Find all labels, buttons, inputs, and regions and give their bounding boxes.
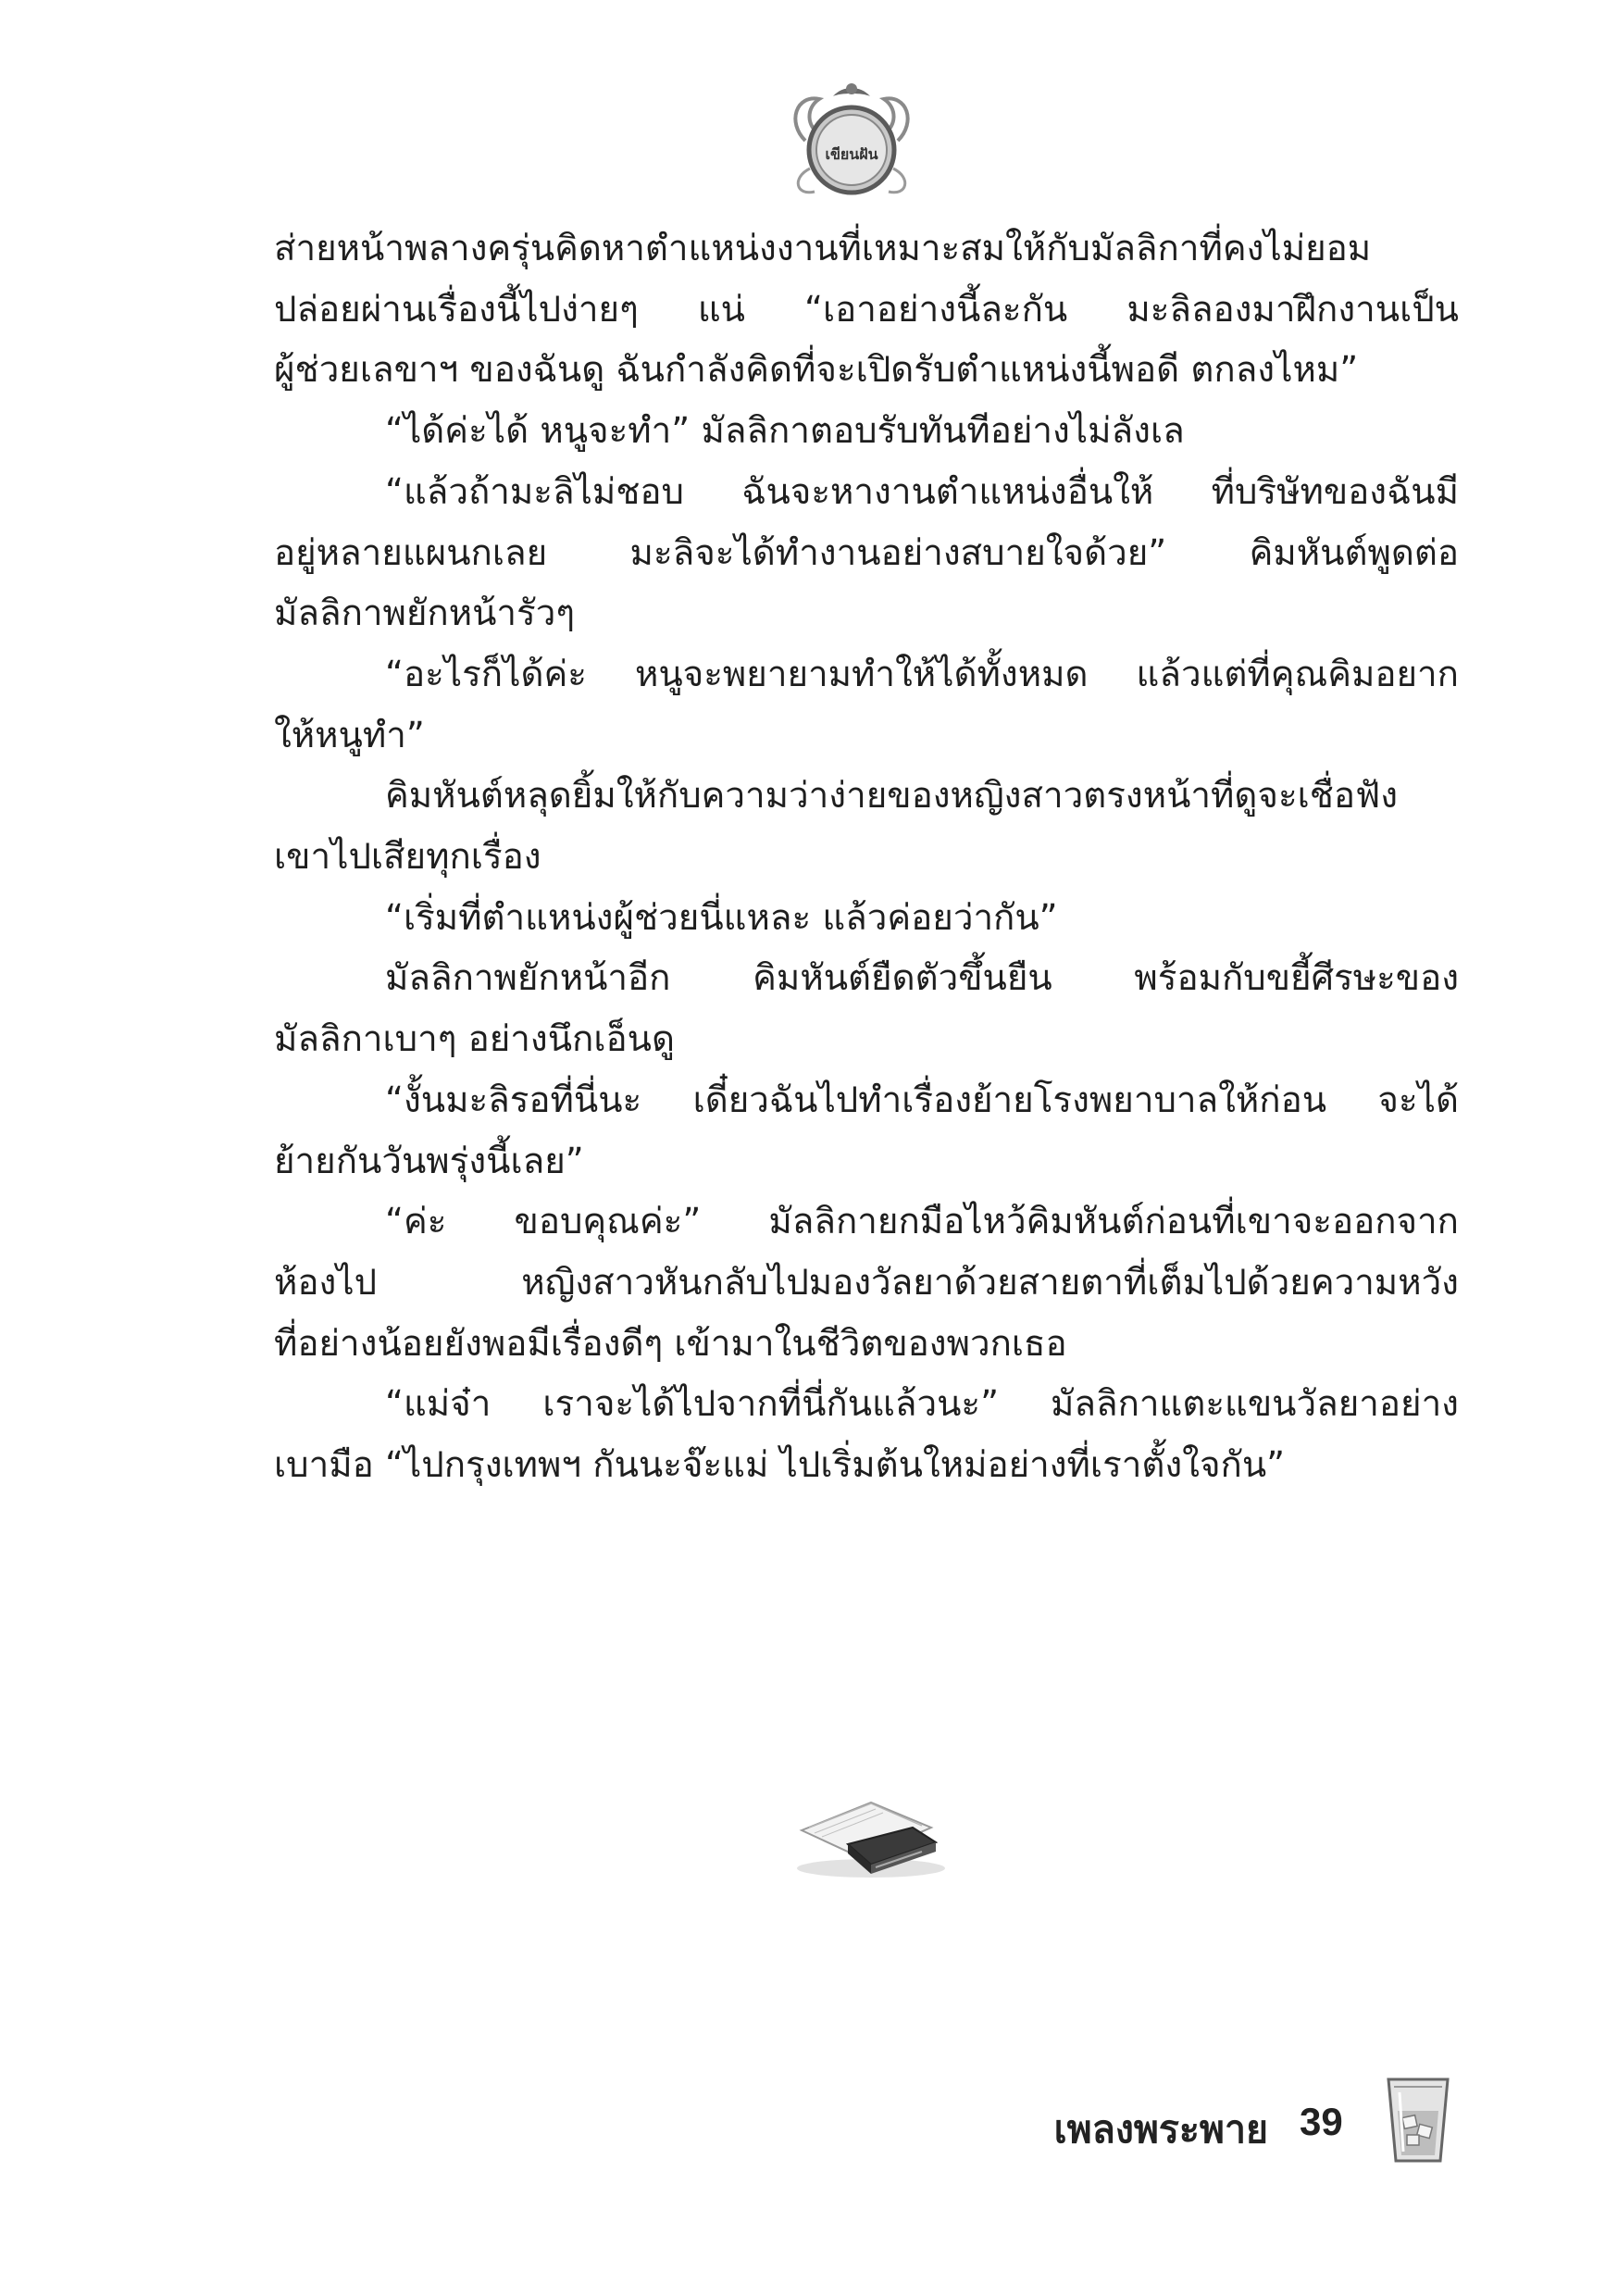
text-line: อยู่หลายแผนกเลย มะลิจะได้ทำงานอย่างสบายใจด้วย” คิมหันต์พูดต่อ: [274, 531, 1459, 574]
text-line: คิมหันต์หลุดยิ้มให้กับความว่าง่ายของหญิงสาวตรงหน้าที่ดูจะเชื่อฟัง: [385, 775, 1399, 817]
text-line: “งั้นมะลิรอที่นี่นะ เดี๋ยวฉันไปทำเรื่องย้ายโรงพยาบาลให้ก่อน จะได้: [385, 1079, 1459, 1121]
text-line: มัลลิกาเบาๆ อย่างนึกเอ็นดู: [274, 1018, 675, 1061]
text-line: มัลลิกาพยักหน้ารัวๆ: [274, 593, 576, 635]
text-line: เบามือ “ไปกรุงเทพฯ กันนะจ๊ะแม่ ไปเริ่มต้นใหม่อย่างที่เราตั้งใจกัน”: [274, 1444, 1286, 1487]
text-line: ที่อย่างน้อยยังพอมีเรื่องดีๆ เข้ามาในชีวิตของพวกเธอ: [274, 1322, 1067, 1365]
emblem-text: เขียนฝัน: [825, 145, 878, 163]
text-line: “เริ่มที่ตำแหน่งผู้ช่วยนี่แหละ แล้วค่อยว่ากัน”: [385, 896, 1058, 939]
page-number: 39: [1300, 2100, 1343, 2143]
text-line: “ค่ะ ขอบคุณค่ะ” มัลลิกายกมือไหว้คิมหันต์ก่อนที่เขาจะออกจาก: [385, 1201, 1459, 1243]
text-line: มัลลิกาพยักหน้าอีก คิมหันต์ยืดตัวขึ้นยืน พร้อมกับขยี้ศีรษะของ: [385, 957, 1459, 1000]
book-stack-icon: [783, 1779, 950, 1881]
writer-crest-icon: [778, 76, 926, 206]
text-line: “ได้ค่ะได้ หนูจะทำ” มัลลิกาตอบรับทันทีอย่างไม่ลังเล: [385, 410, 1185, 453]
text-line: ส่ายหน้าพลางครุ่นคิดหาตำแหน่งงานที่เหมาะสมให้กับมัลลิกาที่คงไม่ยอม: [274, 228, 1372, 269]
text-line: “อะไรก็ได้ค่ะ หนูจะพยายามทำให้ได้ทั้งหมด แล้วแต่ที่คุณคิมอยาก: [385, 653, 1459, 695]
text-line: เขาไปเสียทุกเรื่อง: [274, 836, 541, 879]
text-line: ผู้ช่วยเลขาฯ ของฉันดู ฉันกำลังคิดที่จะเปิดรับตำแหน่งนี้พอดี ตกลงไหม”: [274, 349, 1359, 392]
text-line: ห้องไป หญิงสาวหันกลับไปมองวัลยาด้วยสายตาที่เต็มไปด้วยความหวัง: [274, 1261, 1459, 1304]
book-title: เพลงพระพาย: [1053, 2107, 1268, 2152]
glass-icon: [1383, 2074, 1453, 2166]
text-line: ปล่อยผ่านเรื่องนี้ไปง่ายๆ แน่ “เอาอย่างนี้ละกัน มะลิลองมาฝึกงานเป็น: [274, 288, 1459, 331]
text-line: ให้หนูทำ”: [274, 714, 425, 756]
text-line: ย้ายกันวันพรุ่งนี้เลย”: [274, 1140, 584, 1182]
text-line: “แม่จ๋า เราจะได้ไปจากที่นี่กันแล้วนะ” มัลลิกาแตะแขนวัลยาอย่าง: [385, 1383, 1459, 1426]
chapter-body: [274, 218, 1459, 1496]
text-line: “แล้วถ้ามะลิไม่ชอบ ฉันจะหางานตำแหน่งอื่นให้ ที่บริษัทของฉันมี: [385, 470, 1459, 513]
